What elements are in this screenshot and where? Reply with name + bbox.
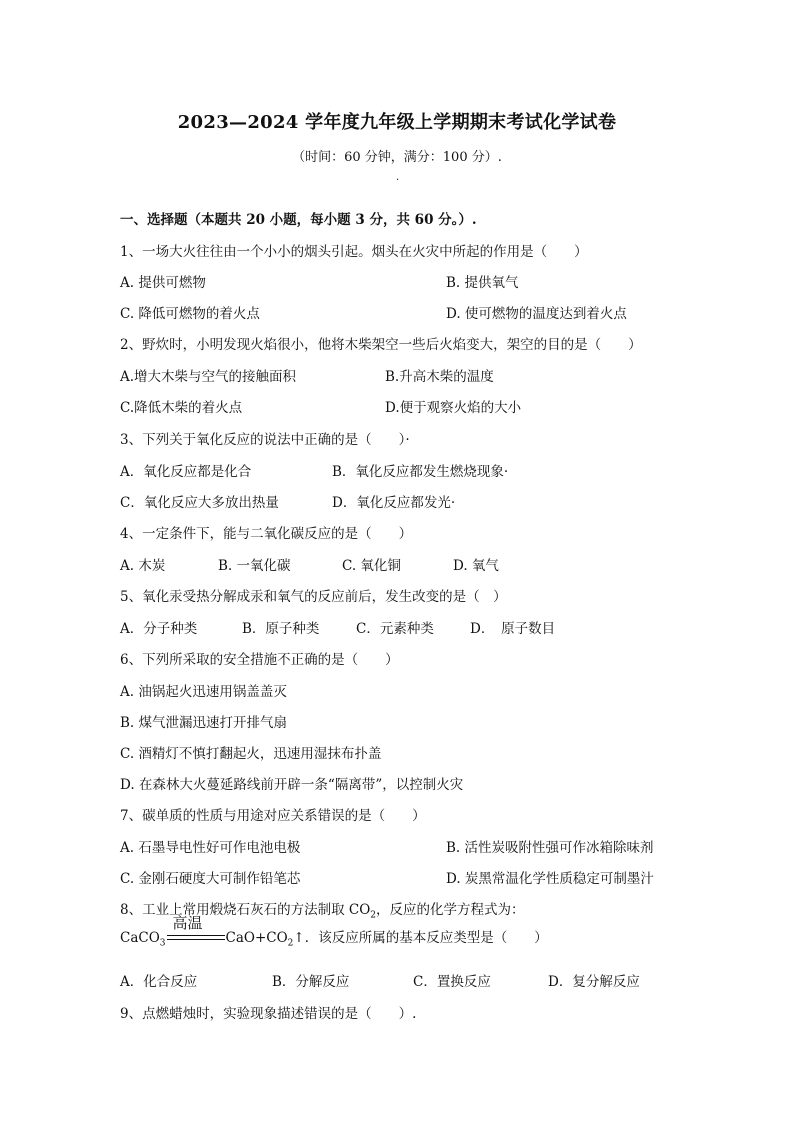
equation-condition-sign: [167, 913, 225, 946]
equation-condition: 高温: [172, 913, 203, 932]
question-8-stem-sub: 2: [370, 910, 377, 921]
question-6-option-d: D. 在森林大火蔓延路线前开辟一条“隔离带”，以控制火灾: [120, 777, 464, 793]
equation-products: CaO+CO: [225, 930, 288, 946]
question-4-option-a: A. 木炭: [120, 558, 166, 574]
equation-reactant-sub: 3: [159, 938, 166, 949]
question-7-option-d: D. 炭黑常温化学性质稳定可制墨汁: [446, 871, 654, 887]
question-8-stem-prefix: 8、工业上常用煅烧石灰石的方法制取 CO: [120, 902, 371, 918]
question-3-stem: 3、下列关于氧化反应的说法中正确的是（ ）·: [120, 432, 410, 448]
question-1-option-b: B. 提供氧气: [446, 275, 519, 291]
question-6-option-b: B. 煤气泄漏迅速打开排气扇: [120, 715, 288, 731]
question-1-option-c: C. 降低可燃物的着火点: [120, 306, 260, 322]
question-5-option-a: A．分子种类: [120, 621, 198, 637]
equation-reactant: CaCO: [120, 930, 160, 946]
question-3-option-a: A．氧化反应都是化合: [120, 464, 252, 480]
question-8-option-b: B．分解反应: [272, 974, 350, 990]
question-2-option-b: B.升高木柴的温度: [385, 369, 494, 385]
question-4-stem: 4、一定条件下，能与二氧化碳反应的是（ ）: [120, 526, 413, 542]
question-8-stem-suffix: ，反应的化学方程式为：: [376, 902, 525, 918]
question-7-option-b: B. 活性炭吸附性强可作冰箱除味剂: [446, 840, 654, 856]
question-4-option-b: B. 一氧化碳: [218, 558, 291, 574]
equals-line-top: [167, 935, 225, 936]
equation-tail: ↑．该反应所属的基本反应类型是（ ）: [293, 930, 548, 946]
chemical-equation: [120, 913, 548, 949]
question-2-option-d: D.便于观察火焰的大小: [385, 400, 522, 416]
question-7-stem: 7、碳单质的性质与用途对应关系错误的是（ ）: [120, 808, 426, 824]
question-4-option-c: C. 氧化铜: [342, 558, 401, 574]
question-2-stem: 2、野炊时，小明发现火焰很小，他将木柴架空一些后火焰变大，架空的目的是（ ）: [120, 337, 642, 353]
equation-products-sub: 2: [287, 938, 294, 949]
question-6-option-a: A. 油锅起火迅速用锅盖盖灭: [120, 684, 287, 700]
question-2-option-a: A.增大木柴与空气的接触面积: [120, 369, 297, 385]
question-1-option-a: A. 提供可燃物: [120, 275, 206, 291]
question-1-option-d: D. 使可燃物的温度达到着火点: [446, 306, 627, 322]
question-3-option-c: C．氧化反应大多放出热量: [120, 495, 279, 511]
equals-line-bottom: [167, 939, 225, 940]
question-5-option-b: B．原子种类: [242, 621, 320, 637]
question-7-option-a: A. 石墨导电性好可作电池电极: [120, 840, 301, 856]
question-6-stem: 6、下列所采取的安全措施不正确的是（ ）: [120, 652, 399, 668]
question-9-stem: 9、点燃蜡烛时，实验现象描述错误的是（ ）.: [120, 1006, 417, 1022]
question-3-option-d: D．氧化反应都发光·: [332, 495, 456, 511]
question-5-option-c: C．元素种类: [356, 621, 434, 637]
question-6-option-c: C. 酒精灯不慎打翻起火，迅速用湿抹布扑盖: [120, 746, 382, 762]
question-1-stem: 1、一场大火往往由一个小小的烟头引起。烟头在火灾中所起的作用是（ ）: [120, 244, 588, 260]
question-8-option-c: C．置换反应: [413, 974, 491, 990]
question-4-option-d: D. 氧气: [453, 558, 499, 574]
question-7-option-c: C. 金刚石硬度大可制作铅笔芯: [120, 871, 301, 887]
question-5-option-d: D． 原子数目: [470, 621, 556, 637]
question-2-option-c: C.降低木柴的着火点: [120, 400, 243, 416]
stray-dot: .: [396, 172, 400, 183]
question-8-option-d: D．复分解反应: [548, 974, 640, 990]
exam-subtitle: （时间：60 分钟，满分：100 分）.: [292, 150, 502, 165]
section-heading: 一、选择题（本题共 20 小题，每小题 3 分，共 60 分。）.: [120, 212, 477, 228]
exam-title: 2023—2024 学年度九年级上学期期末考试化学试卷: [177, 112, 617, 133]
question-3-option-b: B．氧化反应都发生燃烧现象·: [332, 464, 509, 480]
question-8-option-a: A．化合反应: [120, 974, 198, 990]
question-5-stem: 5、氧化汞受热分解成汞和氧气的反应前后，发生改变的是（ ）: [120, 589, 507, 605]
